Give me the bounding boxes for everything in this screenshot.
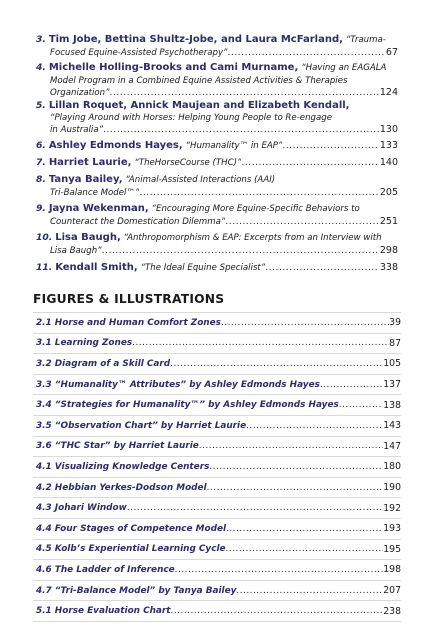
chapter-number: 6. — [36, 140, 46, 151]
chapter-author: Kendall Smith, — [55, 262, 138, 273]
figure-page: 190 — [383, 482, 401, 494]
chapter-page: 205 — [379, 186, 398, 198]
chapter-entry[interactable] — [36, 262, 398, 275]
chapter-entry[interactable] — [36, 232, 398, 257]
chapter-title: “Anthropomorphism & EAP: Excerpts from an Interview with — [123, 233, 382, 243]
figure-label: 3.1 Learning Zones — [36, 338, 133, 349]
chapter-page: 140 — [379, 157, 398, 168]
figure-row[interactable] — [33, 539, 401, 560]
chapter-title: Model Program in a Combined Equine Assisted Activities & Therapies — [50, 75, 348, 86]
chapter-entry[interactable] — [36, 174, 398, 199]
figure-page: 147 — [383, 440, 401, 452]
chapter-title: “TheHorseCourse (THC)” — [134, 158, 242, 168]
figure-label: 3.3 “Humanality™ Attributes” by Ashley Edmonds Hayes — [36, 379, 320, 390]
figure-row[interactable] — [33, 353, 401, 374]
figure-page: 180 — [383, 461, 401, 473]
chapter-author: Tanya Bailey, — [48, 174, 123, 185]
figure-page: 105 — [383, 358, 401, 370]
figure-label: 3.4 “Strategies for Humanality™” by Ashley Edmonds Hayes — [36, 400, 339, 411]
section-heading: FIGURES & ILLUSTRATIONS — [33, 292, 225, 306]
figure-label: 4.1 Visualizing Knowledge Centers — [36, 461, 210, 472]
figure-row[interactable] — [33, 497, 401, 518]
chapter-title: “Animal-Assisted Interactions (AAI) — [125, 175, 276, 185]
chapter-entry[interactable] — [36, 157, 398, 170]
figure-label: 4.4 Four Stages of Competence Model — [36, 523, 227, 534]
figure-label: 4.7 “Tri-Balance Model” by Tanya Bailey — [36, 585, 237, 596]
chapter-author: Ashley Edmonds Hayes, — [48, 140, 183, 151]
chapter-number: 11. — [36, 262, 53, 273]
chapter-page: 130 — [379, 124, 398, 135]
figure-label: 4.5 Kolb’s Experiential Learning Cycle — [36, 544, 226, 555]
figure-page: 138 — [383, 399, 401, 411]
chapter-number: 3. — [36, 34, 46, 45]
figure-row[interactable] — [33, 518, 401, 539]
figure-label: 4.6 The Ladder of Inference — [36, 564, 175, 575]
chapter-entry[interactable] — [36, 100, 398, 137]
figure-row[interactable] — [33, 333, 401, 354]
figure-label: 2.1 Horse and Human Comfort Zones — [36, 317, 221, 328]
figure-label: 5.1 Horse Evaluation Chart — [36, 606, 171, 617]
figure-page: 207 — [383, 585, 401, 597]
chapter-title: Organization” — [50, 88, 110, 98]
figure-page: 87 — [389, 337, 401, 349]
figure-page: 195 — [383, 543, 401, 555]
figure-row[interactable] — [33, 477, 401, 498]
chapter-title: “The Ideal Equine Specialist” — [140, 263, 266, 273]
figures-list — [33, 312, 401, 622]
chapter-author: Lillan Roquet, Annick Maujean and Elizabeth Kendall, — [48, 100, 350, 111]
chapter-title: “Encouraging More Equine-Specific Behaviors to — [151, 204, 360, 214]
chapter-title: “Having an EAGALA — [301, 63, 387, 73]
chapter-author: Jayna Wekenman, — [48, 203, 149, 214]
figure-label: 3.5 “Observation Chart” by Harriet Laurie — [36, 420, 247, 431]
chapter-number: 4. — [36, 62, 46, 73]
figure-label: 3.2 Diagram of a Skill Card — [36, 358, 171, 369]
chapter-number: 10. — [36, 232, 53, 243]
chapter-page: 124 — [379, 87, 398, 98]
figure-label: 4.2 Hebbian Yerkes-Dodson Model — [36, 482, 207, 493]
chapter-page: 251 — [379, 215, 398, 227]
chapter-title: “Trauma- — [345, 35, 386, 45]
chapter-entry[interactable] — [36, 62, 398, 100]
chapter-number: 7. — [36, 157, 46, 168]
figure-page: 143 — [383, 420, 401, 432]
chapter-title: Lisa Baugh” — [50, 245, 102, 256]
figure-row[interactable] — [33, 394, 401, 415]
chapter-entry[interactable] — [36, 140, 398, 153]
figure-page: 198 — [383, 564, 401, 576]
figure-row[interactable] — [33, 456, 401, 477]
chapter-number: 9. — [36, 203, 46, 214]
figure-page: 137 — [383, 379, 401, 391]
figure-page: 39 — [389, 317, 401, 329]
chapter-number: 8. — [36, 174, 46, 185]
figure-row[interactable] — [33, 415, 401, 436]
figure-label: 3.6 “THC Star” by Harriet Laurie — [36, 441, 199, 452]
figure-page: 192 — [383, 502, 401, 514]
chapter-title: in Australia” — [50, 125, 104, 135]
chapter-title: “Humanality™ in EAP” — [185, 141, 283, 151]
chapter-title: Focused Equine-Assisted Psychotherapy” — [50, 47, 228, 58]
chapter-author: Tim Jobe, Bettina Shultz-Jobe, and Laura McFarland, — [48, 34, 343, 45]
chapter-title: Tri-Balance Model™” — [50, 187, 140, 198]
chapter-page: 133 — [379, 140, 398, 151]
figure-page: 193 — [383, 523, 401, 535]
figure-label: 4.3 Johari Window — [36, 503, 127, 514]
chapter-page: 338 — [379, 262, 398, 273]
figure-row[interactable] — [33, 312, 401, 333]
figure-row[interactable] — [33, 374, 401, 395]
figure-row[interactable] — [33, 600, 401, 622]
chapter-title: “Playing Around with Horses: Helping Young People to Re-engage — [50, 112, 332, 123]
figure-page: 238 — [383, 605, 401, 617]
figure-row[interactable] — [33, 436, 401, 457]
chapter-title: Counteract the Domestication Dilemma” — [50, 216, 226, 227]
chapter-number: 5. — [36, 100, 46, 111]
chapter-author: Lisa Baugh, — [55, 232, 121, 243]
chapter-page: 67 — [385, 46, 398, 58]
chapter-author: Harriet Laurie, — [48, 157, 132, 168]
figure-row[interactable] — [33, 559, 401, 580]
chapter-entry[interactable] — [36, 34, 398, 59]
chapter-entry[interactable] — [36, 203, 398, 228]
chapter-page: 298 — [379, 244, 398, 256]
figure-row[interactable] — [33, 580, 401, 601]
chapter-author: Michelle Holling-Brooks and Cami Murname, — [48, 62, 299, 73]
